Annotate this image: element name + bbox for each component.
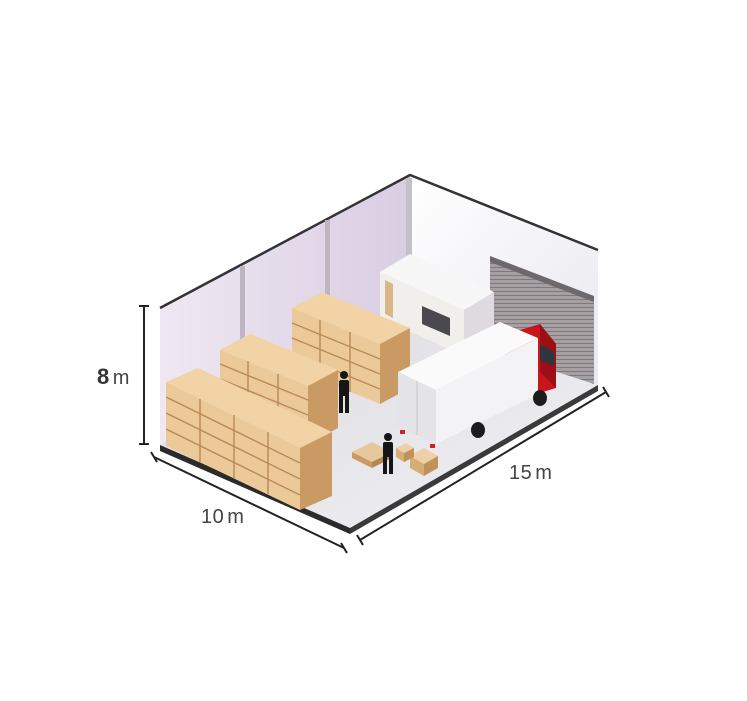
height-dimension-line [139, 306, 149, 444]
height-unit: m [112, 367, 130, 389]
width-unit: m [227, 506, 245, 528]
length-dimension-label [509, 462, 552, 485]
height-value: 8 [97, 364, 110, 389]
height-dimension-label [97, 364, 130, 390]
width-value: 10 [201, 506, 225, 528]
width-dimension-label [201, 506, 244, 529]
length-value: 15 [509, 462, 533, 484]
length-unit: m [535, 462, 553, 484]
